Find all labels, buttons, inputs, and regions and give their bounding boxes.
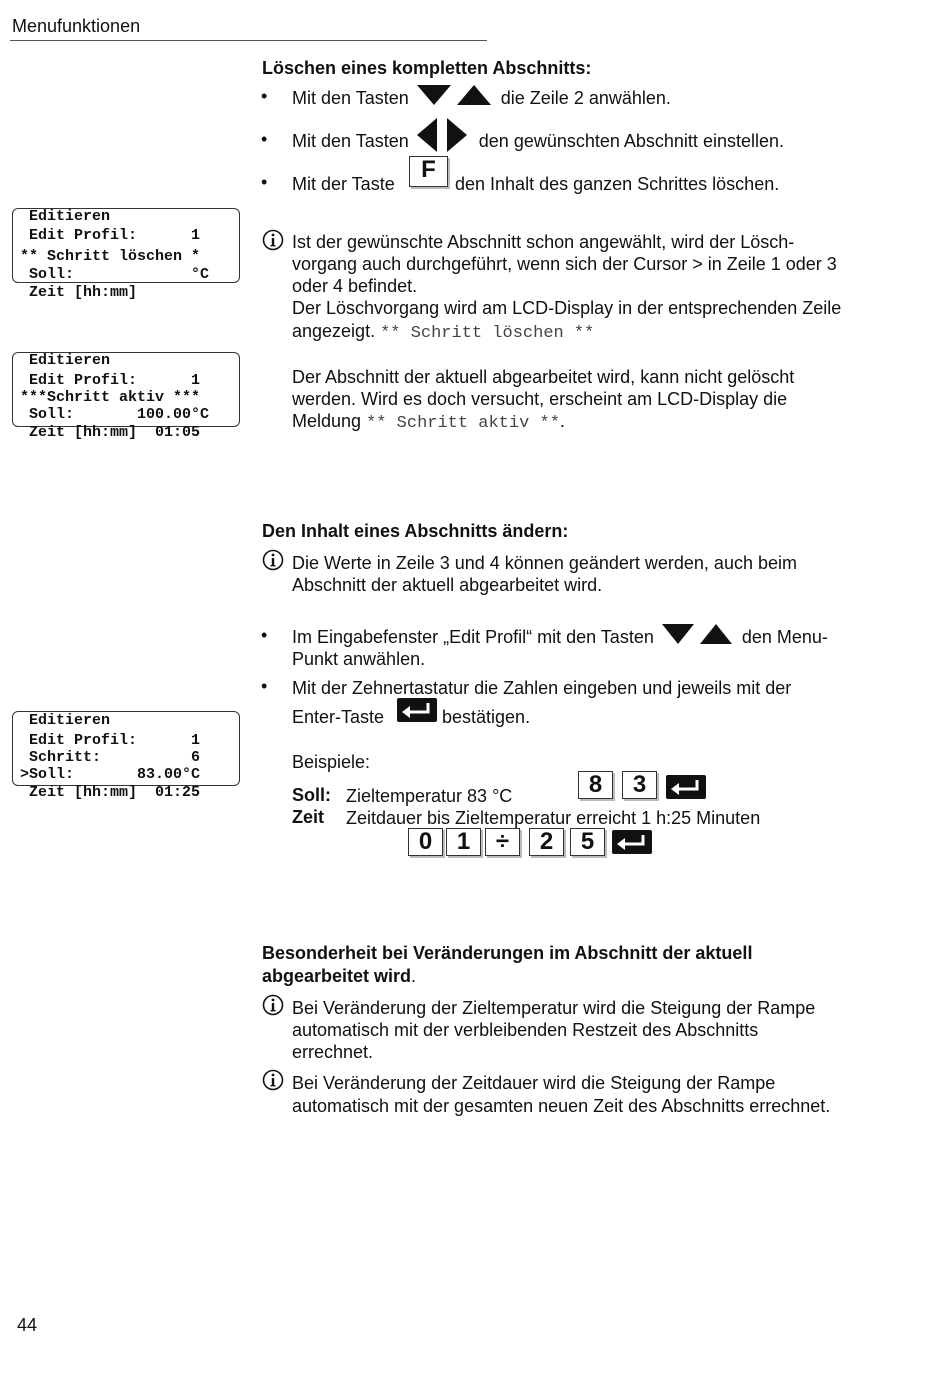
bullet-text-pre: Enter-Taste (292, 707, 385, 727)
digit-key-2: 2 (529, 828, 564, 856)
arrow-right-key-icon (446, 117, 468, 153)
lcd-line: Zeit [hh:mm] (29, 284, 138, 301)
heading-text: abgearbeitet wird (262, 966, 412, 986)
header-title: Menufunktionen (12, 16, 141, 36)
arrow-up-key-icon (699, 623, 733, 645)
bullet-icon: • (261, 86, 268, 106)
section-heading-delete: Löschen eines kompletten Abschnitts: (262, 58, 592, 78)
info-text-pre: angezeigt. (292, 321, 376, 341)
info-text-line: vorgang auch durchgeführt, wenn sich der Cursor > in Zeile 1 oder 3 (292, 254, 837, 274)
enter-key-icon (396, 697, 438, 723)
info-icon (262, 994, 284, 1016)
lcd-line: Editieren (29, 208, 111, 225)
info-text-line: oder 4 befindet. (292, 276, 418, 296)
info-icon (262, 549, 284, 571)
lcd-line: Zeit [hh:mm] 01:25 (29, 784, 201, 801)
bullet-icon: • (261, 676, 268, 696)
paragraph-line: Der Abschnitt der aktuell abgearbeitet wird, kann nicht gelöscht (292, 367, 795, 387)
info-text-line: Die Werte in Zeile 3 und 4 können geändert werden, auch beim (292, 553, 797, 573)
bullet-text-post: die Zeile 2 anwählen. (500, 88, 671, 108)
bullet-text-post: bestätigen. (442, 707, 531, 727)
f-key-icon: F (409, 156, 448, 187)
digit-key-5: 5 (570, 828, 605, 856)
lcd-line: >Soll: 83.00°C (20, 766, 201, 783)
bullet-text-pre: Mit der Taste (292, 174, 395, 194)
paragraph-line: werden. Wird es doch versucht, erscheint am LCD-Display die (292, 389, 788, 409)
digit-key-8: 8 (578, 771, 613, 799)
arrow-down-key-icon (661, 623, 695, 645)
bullet-text: Mit der Zehnertastatur die Zahlen eingeben und jeweils mit der (292, 678, 792, 698)
lcd-line: ** Schritt löschen * (20, 248, 201, 265)
lcd-line: Edit Profil: 1 (29, 372, 201, 389)
bullet-text-post: den Inhalt des ganzen Schrittes löschen. (455, 174, 780, 194)
info-text-line: Bei Veränderung der Zieltemperatur wird die Steigung der Rampe (292, 998, 816, 1018)
lcd-line: Soll: 100.00°C (29, 406, 210, 423)
divide-key: ÷ (485, 828, 520, 856)
lcd-line: Editieren (29, 712, 111, 729)
bullet-text (292, 130, 784, 153)
lcd-message-active: ** Schritt aktiv ** (366, 414, 560, 433)
section-heading-special: Besonderheit bei Veränderungen im Abschnitt der aktuell (262, 943, 753, 963)
zeit-label: Zeit (292, 807, 325, 827)
lcd-line: Editieren (29, 352, 111, 369)
paragraph-text-post: . (559, 411, 565, 431)
section-heading-change: Den Inhalt eines Abschnitts ändern: (262, 521, 569, 541)
arrow-up-key-icon (456, 84, 492, 106)
info-text-line: Der Löschvorgang wird am LCD-Display in der entsprechenden Zeile (292, 298, 842, 318)
arrow-down-key-icon (416, 84, 452, 106)
info-text-line: Bei Veränderung der Zeitdauer wird die Steigung der Rampe (292, 1073, 776, 1093)
info-text-line: automatisch mit der gesamten neuen Zeit des Abschnitts errechnet. (292, 1096, 831, 1116)
info-text-line: Ist der gewünschte Abschnitt schon angewählt, wird der Lösch- (292, 232, 795, 252)
bullet-icon: • (261, 129, 268, 149)
bullet-text (292, 87, 671, 109)
lcd-line: ***Schritt aktiv *** (20, 389, 201, 406)
enter-key-icon (665, 774, 707, 800)
paragraph-text-pre: Meldung (292, 411, 362, 431)
lcd-line: Schritt: 6 (29, 749, 201, 766)
header-divider (10, 40, 487, 41)
info-text-line: automatisch mit der verbleibenden Restzeit des Abschnitts (292, 1020, 759, 1040)
arrow-left-key-icon (416, 117, 438, 153)
section-heading-special-cont (262, 965, 416, 987)
info-text-line (292, 320, 594, 345)
info-text-line: Abschnitt der aktuell abgearbeitet wird. (292, 575, 603, 595)
soll-text: Zieltemperatur 83 °C (346, 786, 513, 806)
digit-key-3: 3 (622, 771, 657, 799)
enter-key-icon (611, 829, 653, 855)
bullet-icon: • (261, 172, 268, 192)
zeit-text: Zeitdauer bis Zieltemperatur erreicht 1 h:25 Minuten (346, 808, 761, 828)
heading-dot: . (411, 966, 417, 986)
bullet-text-pre: Mit den Tasten (292, 131, 409, 151)
bullet-text-cont: Punkt anwählen. (292, 649, 426, 669)
bullet-text-pre: Mit den Tasten (292, 88, 409, 108)
page-number: 44 (17, 1315, 38, 1335)
lcd-line: Edit Profil: 1 (29, 227, 201, 244)
bullet-text-post: den Menu- (741, 627, 828, 647)
info-icon (262, 1069, 284, 1091)
digit-key-0: 0 (408, 828, 443, 856)
bullet-icon: • (261, 625, 268, 645)
lcd-line: Zeit [hh:mm] 01:05 (29, 424, 201, 441)
examples-label: Beispiele: (292, 752, 371, 772)
bullet-text-post: den gewünschten Abschnitt einstellen. (478, 131, 784, 151)
paragraph-line (292, 410, 565, 435)
bullet-text (292, 626, 828, 648)
lcd-message-delete: ** Schritt löschen ** (380, 324, 595, 343)
bullet-text-pre: Im Eingabefenster „Edit Profil“ mit den Tasten (292, 627, 654, 647)
info-text-line: errechnet. (292, 1042, 374, 1062)
soll-label: Soll: (292, 785, 331, 805)
info-icon (262, 229, 284, 251)
digit-key-1: 1 (446, 828, 481, 856)
lcd-line: Edit Profil: 1 (29, 732, 201, 749)
lcd-line: Soll: °C (29, 266, 210, 283)
